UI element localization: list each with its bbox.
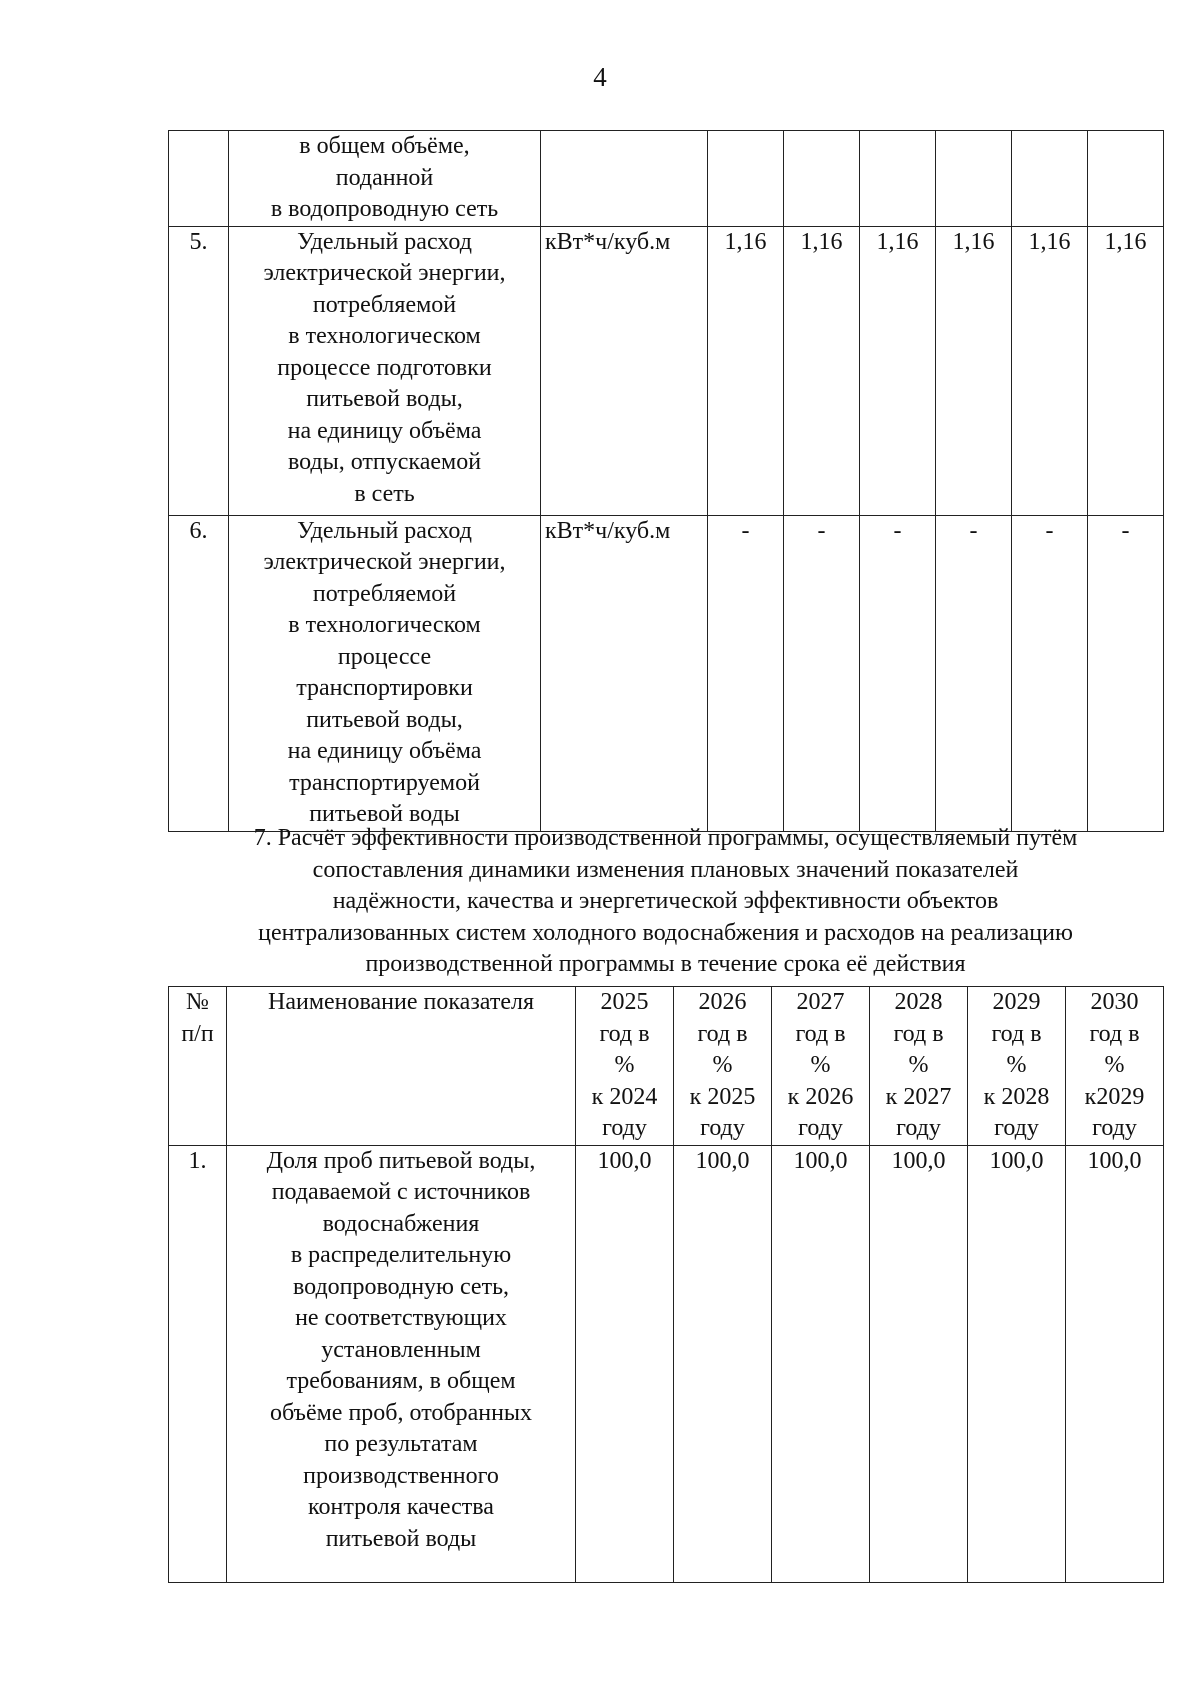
header-number-line: №: [186, 989, 209, 1015]
indicator-name-line: электрической энергии,: [263, 549, 506, 575]
value-cell: -: [1088, 515, 1164, 831]
header-year-line: %: [1006, 1052, 1027, 1078]
header-name: Наименование показателя: [227, 987, 576, 1146]
indicator-name-line: в общем объёме,: [299, 133, 470, 159]
indicator-name-line: подаваемой с источников: [271, 1179, 531, 1205]
value-cell: 100,0: [576, 1145, 674, 1582]
value-cell: 100,0: [674, 1145, 772, 1582]
value-cell: [1012, 131, 1088, 227]
value-cell: [784, 131, 860, 227]
header-year-line: %: [908, 1052, 929, 1078]
header-year-line: %: [614, 1052, 635, 1078]
header-year-line: год в: [893, 1020, 944, 1047]
indicator-name-line: электрической энергии,: [263, 260, 506, 286]
indicator-name-line: питьевой воды: [325, 1525, 477, 1552]
indicators-table-continued: [168, 130, 1164, 832]
indicator-name-line: воды, отпускаемой: [287, 449, 482, 475]
header-year-line: 2025: [600, 989, 649, 1015]
table-row: [169, 515, 1164, 831]
indicator-name: [229, 515, 541, 831]
indicator-name-line: Доля проб питьевой воды,: [266, 1147, 536, 1174]
table-row: [169, 226, 1164, 515]
header-year-line: к 2027: [885, 1083, 952, 1110]
value-cell: 100,0: [1066, 1145, 1164, 1582]
indicator-name-line: Удельный расход: [297, 517, 472, 544]
indicator-name-line: на единицу объёма: [287, 417, 482, 444]
header-year: [772, 987, 870, 1146]
indicator-name-line: по результатам: [324, 1431, 478, 1457]
header-year-line: 2026: [698, 989, 747, 1015]
header-year-line: году: [896, 1115, 941, 1141]
section-7-title: [168, 823, 1163, 981]
indicator-name-line: контроля качества: [308, 1494, 494, 1520]
header-number-line: п/п: [181, 1020, 214, 1047]
section-title-line: централизованных систем холодного водоснабжения и расходов на реализацию: [258, 919, 1073, 946]
value-cell: -: [936, 515, 1012, 831]
indicator-name-line: в технологическом: [288, 323, 481, 349]
indicator-name-line: процессе: [337, 643, 432, 670]
header-year-line: год в: [599, 1020, 650, 1047]
indicator-name: [229, 131, 541, 227]
value-cell: 1,16: [784, 226, 860, 515]
value-cell: 1,16: [1012, 226, 1088, 515]
page-number: 4: [593, 62, 607, 92]
section-title-line: производственной программы в течение срока её действия: [365, 951, 966, 977]
value-cell: [1088, 131, 1164, 227]
header-year-line: к 2026: [787, 1083, 854, 1110]
row-number: 6.: [169, 515, 229, 831]
indicator-name-line: требованиям, в общем: [286, 1368, 516, 1394]
indicator-name: [229, 226, 541, 515]
indicator-name-line: процессе подготовки: [277, 354, 492, 381]
indicator-name-line: водоснабжения: [322, 1210, 480, 1237]
unit-cell: [541, 131, 708, 227]
header-year-line: %: [712, 1052, 733, 1078]
header-year-line: 2028: [894, 989, 943, 1015]
header-year-line: 2030: [1090, 989, 1139, 1015]
header-year-line: к 2025: [689, 1083, 756, 1110]
unit-cell: кВт*ч/куб.м: [541, 226, 708, 515]
row-number: [169, 131, 229, 227]
indicator-name-line: объёме проб, отобранных: [269, 1399, 533, 1426]
table-row: [169, 131, 1164, 227]
section-title-line: сопоставления динамики изменения плановых значений показателей: [312, 856, 1019, 883]
header-year-line: году: [700, 1115, 745, 1141]
value-cell: -: [708, 515, 784, 831]
row-number: 5.: [169, 226, 229, 515]
value-cell: 1,16: [1088, 226, 1164, 515]
value-cell: [936, 131, 1012, 227]
header-year-line: 2027: [796, 989, 845, 1015]
unit-cell: кВт*ч/куб.м: [541, 515, 708, 831]
table-row: [169, 1145, 1164, 1582]
header-year: [1066, 987, 1164, 1146]
indicator-name-line: поданной: [335, 164, 434, 191]
header-year-line: 2029: [992, 989, 1041, 1015]
value-cell: 1,16: [708, 226, 784, 515]
value-cell: 100,0: [870, 1145, 968, 1582]
header-year-line: году: [1092, 1115, 1137, 1141]
section-title-line: надёжности, качества и энергетической эффективности объектов: [332, 888, 999, 914]
value-cell: [860, 131, 936, 227]
header-year-line: год в: [697, 1020, 748, 1047]
indicator-name-line: установленным: [321, 1336, 481, 1363]
value-cell: -: [860, 515, 936, 831]
table-header-row: [169, 987, 1164, 1146]
value-cell: -: [1012, 515, 1088, 831]
indicator-name-line: в сеть: [354, 480, 415, 507]
indicator-name-line: водопроводную сеть,: [292, 1273, 510, 1300]
value-cell: 1,16: [936, 226, 1012, 515]
header-year: [870, 987, 968, 1146]
indicator-name-line: в технологическом: [288, 612, 481, 638]
header-year-line: год в: [795, 1020, 846, 1047]
header-year-line: году: [798, 1115, 843, 1141]
section-title-line: 7. Расчёт эффективности производственной программы, осуществляемый путём: [253, 825, 1078, 851]
header-year-line: %: [810, 1052, 831, 1078]
value-cell: 1,16: [860, 226, 936, 515]
header-year-line: %: [1104, 1052, 1125, 1078]
header-year-line: году: [602, 1115, 647, 1141]
indicator-name-line: потребляемой: [312, 580, 457, 607]
indicator-name-line: питьевой воды,: [306, 386, 463, 412]
header-year: [674, 987, 772, 1146]
indicator-name-line: потребляемой: [312, 291, 457, 318]
value-cell: 100,0: [772, 1145, 870, 1582]
indicator-name-line: в водопроводную сеть: [270, 196, 499, 222]
header-year-line: год в: [1089, 1020, 1140, 1047]
value-cell: -: [784, 515, 860, 831]
indicator-name: [227, 1145, 576, 1582]
header-year: [968, 987, 1066, 1146]
indicator-name-line: транспортируемой: [289, 769, 480, 796]
value-cell: 100,0: [968, 1145, 1066, 1582]
header-number: [169, 987, 227, 1146]
value-cell: [708, 131, 784, 227]
header-year: [576, 987, 674, 1146]
indicator-name-line: на единицу объёма: [287, 738, 482, 764]
header-year-line: к 2024: [591, 1083, 658, 1110]
efficiency-table: [168, 986, 1164, 1583]
row-number: 1.: [169, 1145, 227, 1582]
header-year-line: к 2028: [983, 1083, 1050, 1110]
indicator-name-line: Удельный расход: [297, 228, 472, 255]
indicator-name-line: питьевой воды: [309, 801, 460, 827]
indicator-name-line: в распределительную: [290, 1242, 512, 1268]
indicator-name-line: не соответствующих: [295, 1305, 507, 1331]
header-year-line: год в: [991, 1020, 1042, 1047]
header-year-line: году: [994, 1115, 1039, 1141]
indicator-name-line: питьевой воды,: [306, 706, 463, 733]
header-year-line: к2029: [1084, 1083, 1145, 1110]
indicator-name-line: транспортировки: [296, 675, 473, 701]
indicator-name-line: производственного: [303, 1462, 499, 1489]
